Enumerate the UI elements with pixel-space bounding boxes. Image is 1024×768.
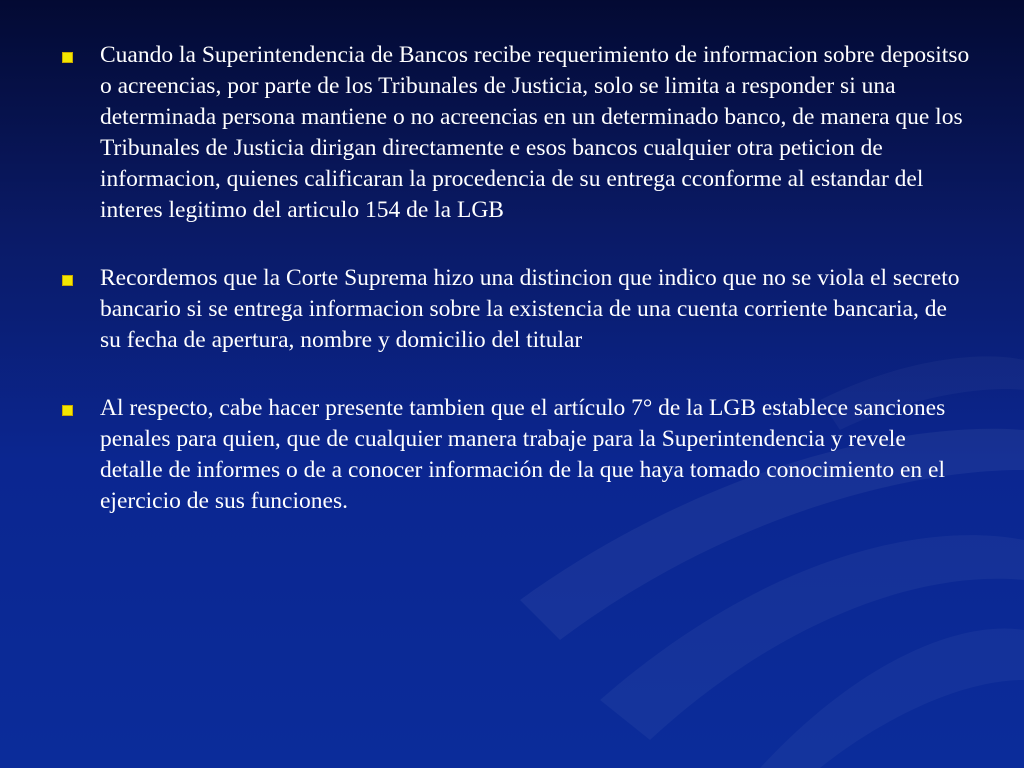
bullet-text: Cuando la Superintendencia de Bancos recibe requerimiento de informacion sobre depositso o acreencias, por parte de los Tribunales de Justicia, solo se limita a responder si una determinada persona mantiene o no acreencias en un determinado banco, de manera que los Tribunales de Justicia dirigan directamente e esos bancos cualquier otra peticion de informacion, quienes calificaran la procedencia de su entrega cconforme al estandar del interes legitimo del articulo 154 de la LGB [100,42,970,223]
square-bullet-icon [62,405,73,416]
bullet-item [60,263,970,356]
bullet-list [60,40,970,517]
bullet-text: Recordemos que la Corte Suprema hizo una distincion que indico que no se viola el secreto bancario si se entrega informacion sobre la existencia de una cuenta corriente bancaria, de su fecha de apertura, nombre y domicilio del titular [100,265,960,353]
square-bullet-icon [62,52,73,63]
bullet-item [60,393,970,517]
bullet-text: Al respecto, cabe hacer presente tambien que el artículo 7° de la LGB establece sanciones penales para quien, que de cualquier manera trabaje para la Superintendencia y revele detalle de informes o de a conocer información de la que haya tomado conocimiento en el ejercicio de sus funciones. [100,395,946,514]
square-bullet-icon [62,275,73,286]
slide-content [60,40,970,554]
bullet-item [60,40,970,226]
